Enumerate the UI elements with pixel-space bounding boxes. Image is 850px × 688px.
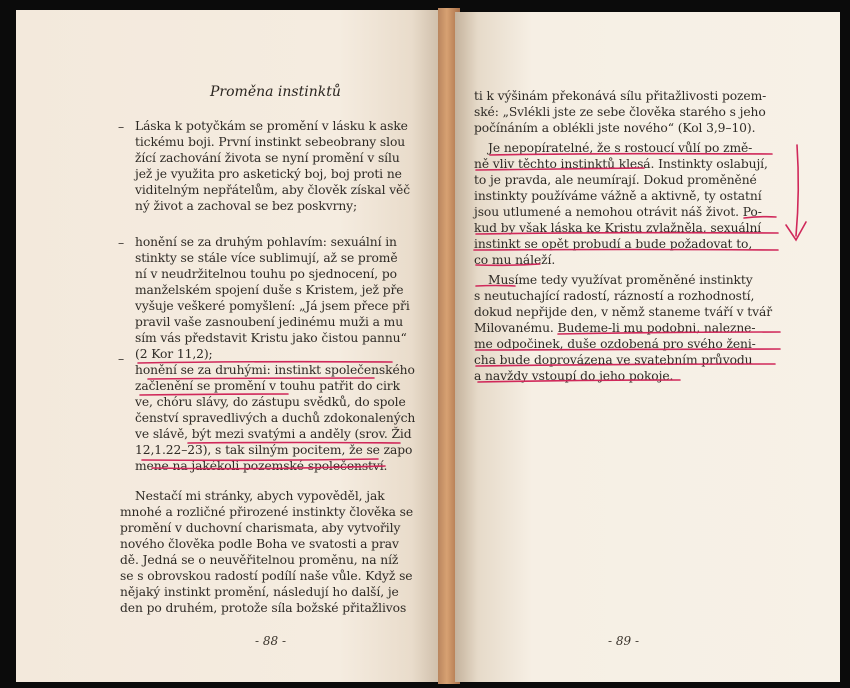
chapter-title: Proměna instinktů xyxy=(210,84,341,100)
text-line: ti k výšinám překonává sílu přitažlivosti pozem- xyxy=(474,89,767,103)
page-number: - 89 - xyxy=(608,634,640,648)
text-line: to je pravda, ale neumírají. Dokud proměněné xyxy=(474,173,757,187)
text-line: jsou utlumené a nemohou otrávit náš život. Po- xyxy=(474,205,762,219)
text-line: cha bude doprovázena ve svatebním průvodu xyxy=(474,353,753,367)
text-line: co mu náleží. xyxy=(474,253,556,267)
text-line: a navždy vstoupí do jeho pokoje. xyxy=(474,369,674,383)
page-number: - 88 - xyxy=(255,634,287,648)
text-line: vyšuje veškeré pomyšlení: „Já jsem přece při xyxy=(135,299,410,313)
text-line: žící zachování života se nyní promění v sílu xyxy=(135,151,400,165)
text-line: ný život a zachoval se bez poskvrny; xyxy=(135,199,358,213)
text-line: jež je využita pro asketický boj, boj proti ne xyxy=(135,167,402,181)
text-line: ve slávě, být mezi svatými a anděly (srov. Žid xyxy=(135,427,412,441)
text-line: 12,1.22–23), s tak silným pocitem, že se zapo xyxy=(135,443,413,457)
text-line: Láska k potyčkám se promění v lásku k aske xyxy=(135,119,408,133)
text-line: ní v neudržitelnou touhu po sjednocení, po xyxy=(135,267,397,281)
text-line: stinkty se stále více sublimují, až se promě xyxy=(135,251,398,265)
text-line: ně vliv těchto instinktů klesá. Instinkty oslabují, xyxy=(474,157,768,171)
text-line: mnohé a rozličné přirozené instinkty člověka se xyxy=(120,505,414,519)
text-line: počínáním a oblékli jste nového“ (Kol 3,9–10). xyxy=(474,121,756,135)
text-line: instinkt se opět probudí a bude požadovat to, xyxy=(474,237,753,251)
text-line: instinkty používáme vážně a aktivně, ty ostatní xyxy=(474,189,762,203)
text-line: kud by však láska ke Kristu zvlažněla, sexuální xyxy=(474,221,762,235)
text-line: (2 Kor 11,2); xyxy=(135,347,213,361)
text-line: dě. Jedná se o neuvěřitelnou proměnu, na níž xyxy=(120,553,399,567)
text-line: ve, chóru slávy, do zástupu svědků, do spole xyxy=(135,395,406,409)
text-line: ské: „Svlékli jste ze sebe člověka starého s jeho xyxy=(474,105,766,119)
text-line: sím vás představit Kristu jako čistou pannu“ xyxy=(135,331,407,345)
text-line: začlenění se promění v touhu patřit do cirk xyxy=(135,379,400,393)
text-line: čenství spravedlivých a duchů zdokonalených xyxy=(135,411,416,425)
text-line: Je nepopíratelné, že s rostoucí vůlí po změ- xyxy=(488,141,753,155)
list-dash: – xyxy=(118,352,125,366)
text-line: Nestačí mi stránky, abych vypověděl, jak xyxy=(135,489,385,503)
text-line: Milovanému. Budeme-li mu podobni, nalezne- xyxy=(474,321,756,335)
text-line: manželském spojení duše s Kristem, jež pře xyxy=(135,283,404,297)
text-line: promění v duchovní charismata, aby vytvořily xyxy=(120,521,401,535)
text-line: nového člověka podle Boha ve svatosti a prav xyxy=(120,537,399,551)
text-line: s neutuchající radostí, rázností a rozhodností, xyxy=(474,289,755,303)
text-line: pravil vaše zasnoubení jedinému muži a mu xyxy=(135,315,404,329)
text-line: honění se za druhým pohlavím: sexuální in xyxy=(135,235,397,249)
text-line: mene na jakékoli pozemské společenství. xyxy=(135,459,388,473)
list-dash: – xyxy=(118,236,125,250)
text-line: den po druhém, protože síla božské přitažlivos xyxy=(120,601,407,615)
text-line: me odpočinek, duše ozdobená pro svého ženi- xyxy=(474,337,756,351)
text-line: viditelným nepřátelům, aby člověk získal věč xyxy=(135,183,411,197)
text-line: honění se za druhými: instinkt společenského xyxy=(135,363,415,377)
text-line: Musíme tedy využívat proměněné instinkty xyxy=(488,273,753,287)
text-line: dokud nepřijde den, v němž staneme tváří v tvář xyxy=(474,305,772,319)
list-dash: – xyxy=(118,120,125,134)
text-line: nějaký instinkt promění, následují ho další, je xyxy=(120,585,399,599)
text-line: tickému boji. První instinkt sebeobrany slou xyxy=(135,135,406,149)
text-line: se s obrovskou radostí podílí naše vůle. Když se xyxy=(120,569,413,583)
